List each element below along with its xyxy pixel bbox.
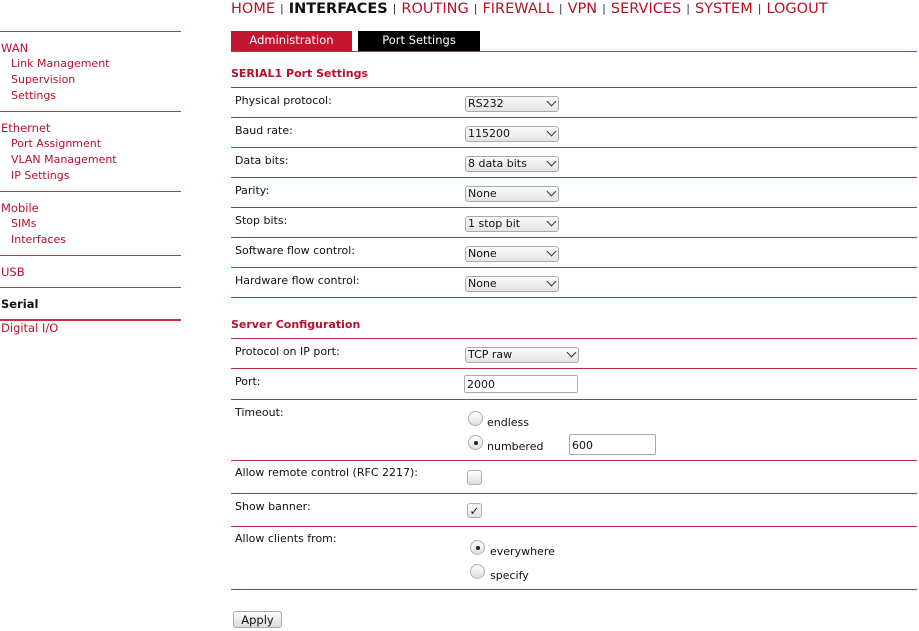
- row-divider: [231, 368, 917, 369]
- nav-system[interactable]: SYSTEM: [694, 1, 753, 17]
- data-bits-value: 8 data bits: [468, 157, 527, 170]
- section-title-server-config: Server Configuration: [231, 318, 361, 331]
- sidebar-head-digital-io[interactable]: Digital I/O: [1, 321, 59, 335]
- sidebar-item-supervision[interactable]: Supervision: [11, 73, 76, 86]
- sidebar-head-mobile[interactable]: Mobile: [1, 201, 39, 215]
- chevron-down-icon: [547, 157, 557, 167]
- nav-separator: |: [392, 2, 397, 15]
- sidebar-group-usb: [0, 255, 181, 287]
- sidebar-head-usb[interactable]: USB: [1, 265, 25, 279]
- protocol-value: TCP raw: [468, 348, 513, 361]
- sidebar-head-wan[interactable]: WAN: [1, 41, 29, 55]
- row-divider: [231, 589, 917, 590]
- sidebar-item-sims[interactable]: SIMs: [11, 217, 37, 230]
- row-divider: [231, 237, 917, 238]
- show-banner-checkbox[interactable]: [467, 503, 482, 518]
- nav-home[interactable]: HOME: [231, 1, 275, 17]
- sidebar-head-ethernet[interactable]: Ethernet: [1, 121, 51, 135]
- nav-routing[interactable]: ROUTING: [401, 1, 469, 17]
- tab-administration[interactable]: Administration: [231, 31, 352, 51]
- tab-port-settings[interactable]: Port Settings: [358, 31, 480, 51]
- chevron-down-icon: [547, 187, 557, 197]
- physical-protocol-select[interactable]: [465, 96, 559, 112]
- top-navigation: [231, 0, 828, 20]
- timeout-label: Timeout:: [235, 406, 284, 419]
- data-bits-label: Data bits:: [235, 154, 289, 167]
- allow-everywhere-radio[interactable]: [470, 540, 485, 555]
- chevron-down-icon: [547, 247, 557, 257]
- port-input[interactable]: 2000: [464, 375, 578, 393]
- nav-firewall[interactable]: FIREWALL: [482, 1, 554, 17]
- row-divider: [231, 297, 917, 298]
- hardware-flow-value: None: [468, 277, 497, 290]
- row-divider: [231, 267, 917, 268]
- chevron-down-icon: [547, 127, 557, 137]
- sidebar-item-settings[interactable]: Settings: [11, 89, 57, 102]
- checkmark-icon: ✓: [469, 504, 480, 518]
- baud-rate-value: 115200: [468, 127, 510, 140]
- timeout-endless-radio[interactable]: [468, 411, 483, 426]
- nav-services[interactable]: SERVICES: [610, 1, 682, 17]
- row-divider: [231, 207, 917, 208]
- software-flow-label: Software flow control:: [235, 244, 355, 257]
- hardware-flow-label: Hardware flow control:: [235, 274, 360, 287]
- timeout-endless-label: endless: [487, 416, 530, 429]
- baud-rate-label: Baud rate:: [235, 124, 293, 137]
- allow-everywhere-label: everywhere: [490, 545, 555, 558]
- allow-specify-radio[interactable]: [470, 564, 485, 579]
- chevron-down-icon: [547, 97, 557, 107]
- physical-protocol-label: Physical protocol:: [235, 94, 332, 107]
- apply-button[interactable]: Apply: [233, 611, 282, 628]
- timeout-numbered-label: numbered: [487, 440, 544, 453]
- allow-clients-label: Allow clients from:: [235, 532, 337, 545]
- row-divider: [231, 526, 917, 527]
- nav-separator: |: [280, 2, 284, 15]
- nav-separator: |: [686, 2, 690, 15]
- data-bits-select[interactable]: [465, 156, 559, 172]
- row-divider: [231, 493, 917, 494]
- stop-bits-select[interactable]: [465, 216, 559, 232]
- parity-value: None: [468, 187, 497, 200]
- baud-rate-select[interactable]: [465, 126, 559, 142]
- protocol-label: Protocol on IP port:: [235, 345, 340, 358]
- sidebar-head-serial[interactable]: Serial: [1, 297, 39, 311]
- sidebar-item-ip-settings[interactable]: IP Settings: [11, 169, 70, 182]
- row-divider: [231, 147, 917, 148]
- allow-specify-label: specify: [490, 569, 529, 582]
- sidebar-group-ethernet: [0, 111, 181, 191]
- show-banner-label: Show banner:: [235, 500, 311, 513]
- row-divider: [231, 399, 917, 400]
- row-divider: [231, 177, 917, 178]
- remote-control-checkbox[interactable]: [467, 470, 482, 485]
- nav-interfaces[interactable]: INTERFACES: [288, 1, 388, 17]
- stop-bits-label: Stop bits:: [235, 214, 288, 227]
- sidebar: [0, 31, 181, 335]
- parity-label: Parity:: [235, 184, 270, 197]
- tab-bar: [231, 31, 917, 52]
- physical-protocol-value: RS232: [468, 97, 504, 110]
- stop-bits-value: 1 stop bit: [468, 217, 521, 230]
- section-title-port-settings: SERIAL1 Port Settings: [231, 67, 369, 80]
- nav-vpn[interactable]: VPN: [567, 1, 598, 17]
- sidebar-item-port-assignment[interactable]: Port Assignment: [11, 137, 102, 150]
- software-flow-select[interactable]: [465, 246, 559, 262]
- remote-control-label: Allow remote control (RFC 2217):: [235, 466, 418, 479]
- sidebar-item-vlan-management[interactable]: VLAN Management: [11, 153, 117, 166]
- chevron-down-icon: [547, 277, 557, 287]
- sidebar-item-link-management[interactable]: Link Management: [11, 57, 110, 70]
- nav-separator: |: [602, 2, 606, 15]
- row-divider: [231, 87, 917, 88]
- sidebar-group-wan: [0, 31, 181, 111]
- port-label: Port:: [235, 375, 261, 388]
- row-divider: [231, 338, 917, 339]
- sidebar-group-serial: [0, 287, 181, 319]
- timeout-numbered-radio[interactable]: [468, 435, 483, 450]
- software-flow-value: None: [468, 247, 497, 260]
- nav-separator: |: [757, 2, 762, 15]
- chevron-down-icon: [547, 217, 557, 227]
- protocol-select[interactable]: [465, 347, 579, 363]
- nav-logout[interactable]: LOGOUT: [766, 1, 828, 17]
- nav-separator: |: [558, 2, 563, 15]
- sidebar-group-mobile: [0, 191, 181, 255]
- sidebar-item-interfaces[interactable]: Interfaces: [11, 233, 66, 246]
- nav-separator: |: [473, 2, 478, 15]
- chevron-down-icon: [567, 348, 577, 358]
- row-divider: [231, 460, 917, 461]
- hardware-flow-select[interactable]: [465, 276, 559, 292]
- sidebar-group-digital-io: [0, 319, 181, 335]
- row-divider: [231, 117, 917, 118]
- timeout-value-input[interactable]: 600: [569, 434, 656, 455]
- parity-select[interactable]: [465, 186, 559, 202]
